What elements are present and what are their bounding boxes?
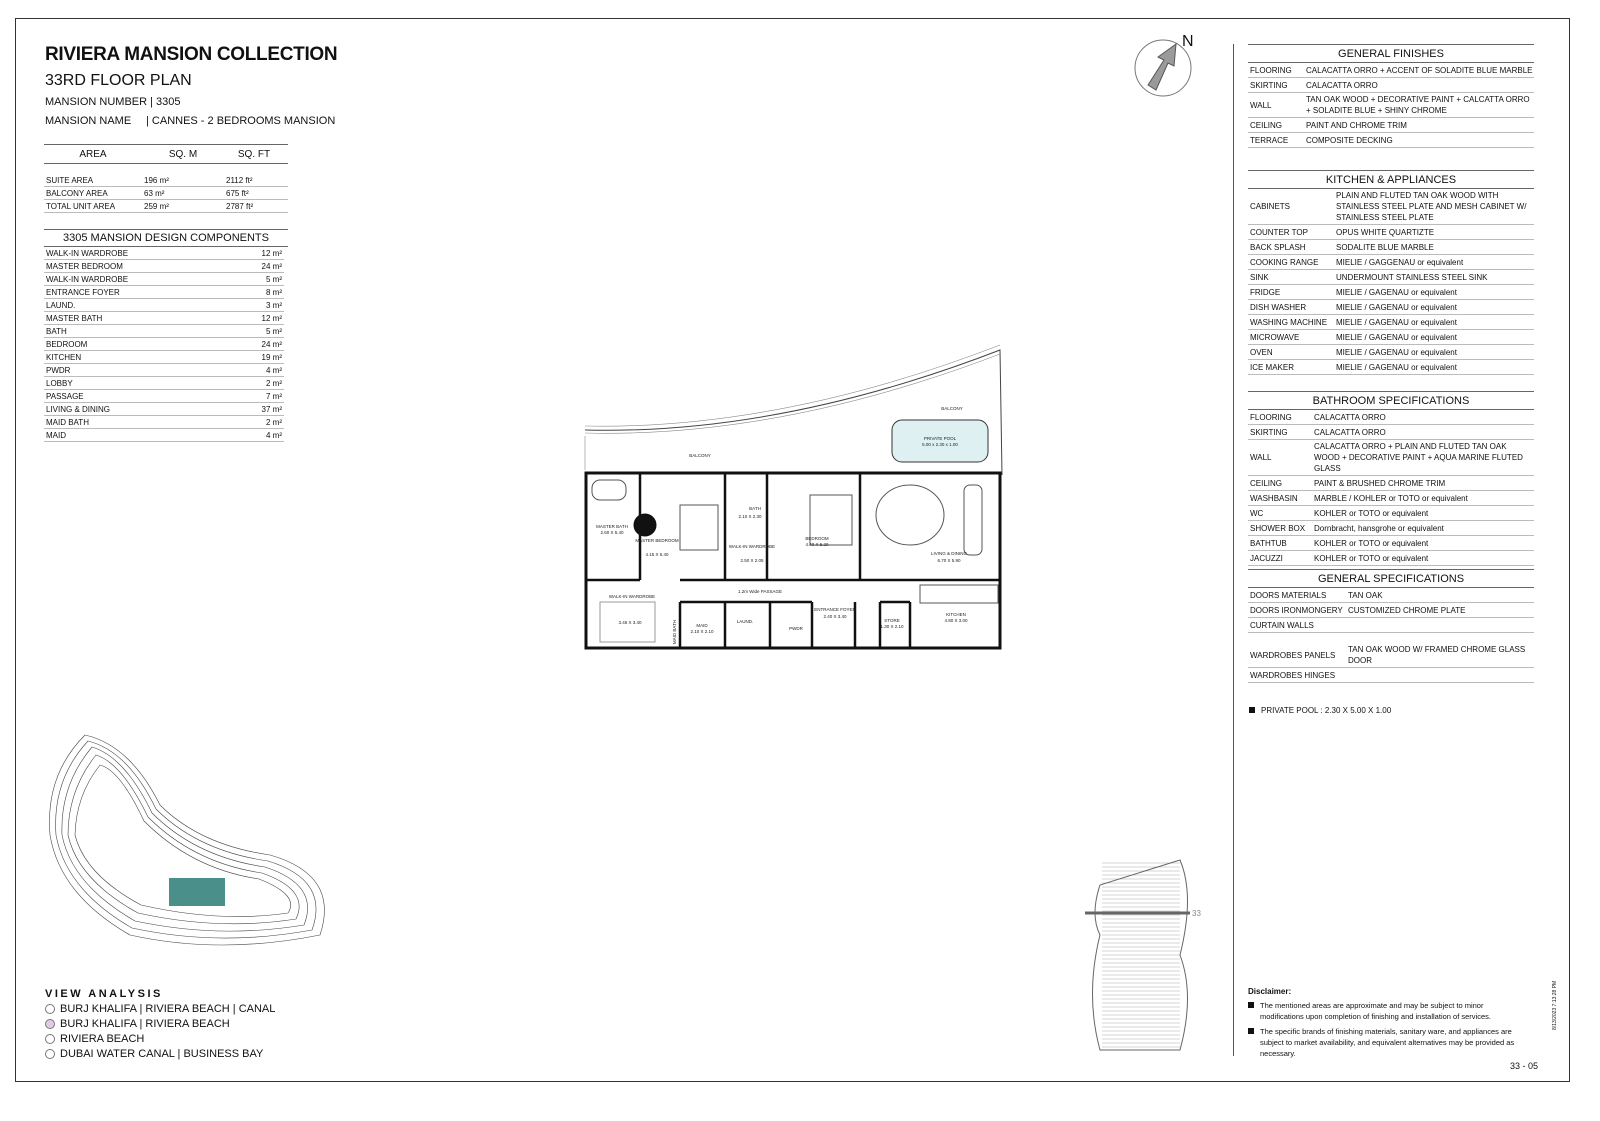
spec-key: COUNTER TOP <box>1250 227 1308 237</box>
component-area: 5 m² <box>266 274 282 284</box>
table-row <box>1248 330 1534 345</box>
spec-key: WASHING MACHINE <box>1250 317 1328 327</box>
spec-key: COOKING RANGE <box>1250 257 1319 267</box>
spec-value: UNDERMOUNT STAINLESS STEEL SINK <box>1336 272 1488 282</box>
component-name: LIVING & DINING <box>46 404 111 414</box>
component-area: 24 m² <box>261 339 282 349</box>
bullet-icon <box>1248 1002 1254 1008</box>
column <box>634 514 656 536</box>
spec-key: SKIRTING <box>1250 427 1288 437</box>
label-kitchen-dim: 4.80 X 3.00 <box>944 618 968 623</box>
spec-key: FRIDGE <box>1250 287 1281 297</box>
component-area: 19 m² <box>261 352 282 362</box>
label-master-bath-dim: 2.60 X 5.40 <box>600 530 624 535</box>
spec-key: SHOWER BOX <box>1250 523 1306 533</box>
spec-value: PAINT AND CHROME TRIM <box>1306 120 1407 130</box>
table-row <box>1248 643 1534 668</box>
component-area: 24 m² <box>261 261 282 271</box>
table-row <box>1248 536 1534 551</box>
spec-value: TAN OAK WOOD + DECORATIVE PAINT + CALCATTA ORRO + SOLADITE BLUE + SHINY CHROME <box>1306 95 1530 115</box>
view-option <box>45 1003 275 1015</box>
spec-value: KOHLER or TOTO or equivalent <box>1314 508 1429 518</box>
view-option-label: DUBAI WATER CANAL | BUSINESS BAY <box>60 1048 264 1060</box>
table-row <box>1248 425 1534 440</box>
label-bedroom-dim: 4.40 X 5.20 <box>805 542 829 547</box>
label-foyer: ENTRANCE FOYER <box>814 607 856 612</box>
spec-value: PLAIN AND FLUTED TAN OAK WOOD WITH STAINLESS STEEL PLATE AND MESH CABINET W/ STAINLESS STEEL PLATE <box>1336 191 1527 222</box>
component-name: MASTER BATH <box>46 313 103 323</box>
label-bath: BATH <box>749 506 761 511</box>
spec-value: SODALITE BLUE MARBLE <box>1336 242 1434 252</box>
spec-key: CURTAIN WALLS <box>1250 620 1314 630</box>
label-foyer-dim: 2.40 X 3.40 <box>823 614 847 619</box>
area-label: TOTAL UNIT AREA <box>46 201 116 211</box>
view-option <box>45 1033 144 1045</box>
spec-value: CALACATTA ORRO <box>1306 80 1378 90</box>
component-area: 7 m² <box>266 391 282 401</box>
table-row <box>1248 521 1534 536</box>
table-row <box>1248 285 1534 300</box>
spec-value: CALACATTA ORRO <box>1314 412 1386 422</box>
pool-note <box>1249 706 1391 715</box>
section-title: GENERAL FINISHES <box>1248 44 1534 63</box>
spec-value: MARBLE / KOHLER or TOTO or equivalent <box>1314 493 1468 503</box>
pool-note-text: PRIVATE POOL : 2.30 X 5.00 X 1.00 <box>1261 706 1392 715</box>
spec-value: CALACATTA ORRO <box>1314 427 1386 437</box>
table-row <box>1248 315 1534 330</box>
label-balcony-top: BALCONY <box>941 406 963 411</box>
area-sqft: 2112 ft² <box>226 175 253 185</box>
label-pwdr: PWDR <box>789 626 803 631</box>
component-name: MAID <box>46 430 66 440</box>
view-option <box>45 1048 263 1060</box>
table-row <box>1248 300 1534 315</box>
col-sqm: SQ. M <box>168 148 198 160</box>
label-living: LIVING & DINING <box>930 551 968 556</box>
table-row <box>44 390 284 403</box>
component-area: 4 m² <box>266 365 282 375</box>
component-area: 8 m² <box>266 287 282 297</box>
spec-value: MIELIE / GAGGENAU or equivalent <box>1336 257 1464 267</box>
view-option-selected <box>45 1018 230 1030</box>
table-row <box>44 273 284 286</box>
bullet-icon <box>1249 707 1255 713</box>
component-name: WALK-IN WARDROBE <box>46 274 129 284</box>
component-area: 12 m² <box>261 248 282 258</box>
component-area: 4 m² <box>266 430 282 440</box>
table-row <box>1248 133 1534 148</box>
label-living-dim: 6.70 X 5.90 <box>937 558 961 563</box>
spec-key: FLOORING <box>1250 412 1292 422</box>
component-name: WALK-IN WARDROBE <box>46 248 129 258</box>
label-store: STORE <box>884 618 900 623</box>
table-row <box>1248 360 1534 375</box>
label-pool-dim: 5.00 x 2.30 x 1.00 <box>922 442 958 447</box>
north-arrow-icon <box>1130 30 1200 102</box>
table-row <box>44 200 288 213</box>
spec-key: BATHTUB <box>1250 538 1287 548</box>
spec-value: MIELIE / GAGENAU or equivalent <box>1336 332 1457 342</box>
spec-key: DOORS MATERIALS <box>1250 590 1327 600</box>
spec-key: FLOORING <box>1250 65 1292 75</box>
area-sqft: 2787 ft² <box>226 201 254 211</box>
key-plan <box>40 725 335 950</box>
table-row <box>44 338 284 351</box>
table-row <box>1248 588 1534 603</box>
table-row <box>1248 225 1534 240</box>
label-maid: MAID <box>696 623 708 628</box>
section-title: KITCHEN & APPLIANCES <box>1248 170 1534 189</box>
spec-key: WASHBASIN <box>1250 493 1298 503</box>
disclaimer-text: The mentioned areas are approximate and may be subject to minor modifications upon completion of finishing and installation of services. <box>1260 1001 1491 1021</box>
component-area: 5 m² <box>266 326 282 336</box>
spec-key: DOORS IRONMONGERY <box>1250 605 1343 615</box>
column-divider <box>1233 44 1234 1056</box>
area-label: SUITE AREA <box>46 175 94 185</box>
label-master-bath: MASTER BATH <box>596 524 628 529</box>
spec-key: CEILING <box>1250 120 1283 130</box>
table-row <box>44 403 284 416</box>
table-row <box>44 187 288 200</box>
table-row <box>44 286 284 299</box>
spec-value: CALACATTA ORRO + PLAIN AND FLUTED TAN OAK WOOD + DECORATIVE PAINT + AQUA MARINE FLUTED GLASS <box>1314 442 1523 473</box>
label-balcony-left: BALCONY <box>689 453 711 458</box>
table-row <box>1248 618 1534 633</box>
spec-value: TAN OAK <box>1348 590 1383 600</box>
table-row <box>1248 78 1534 93</box>
label-master-bedroom-dim: 4.15 X 5.40 <box>645 552 669 557</box>
floor-title: 33RD FLOOR PLAN <box>45 72 192 89</box>
col-sqft: SQ. FT <box>237 148 271 160</box>
table-row <box>1248 410 1534 425</box>
list-item <box>1248 1000 1518 1022</box>
general-specs-table <box>1248 569 1534 683</box>
spec-key: SKIRTING <box>1250 80 1288 90</box>
disclaimer-text: The specific brands of finishing materials, sanitary ware, and appliances are subject to market availability, and equivalent alternatives may be provided as necessary. <box>1260 1027 1515 1058</box>
component-name: LOBBY <box>46 378 73 388</box>
component-area: 2 m² <box>266 378 282 388</box>
spec-value: OPUS WHITE QUARTIZTE <box>1336 227 1435 237</box>
table-row <box>1248 603 1534 618</box>
north-label: N <box>1182 33 1194 50</box>
table-row <box>44 429 284 442</box>
area-sqm: 196 m² <box>144 175 169 185</box>
table-row <box>1248 118 1534 133</box>
spec-key: WARDROBES HINGES <box>1250 670 1336 680</box>
table-row <box>1248 270 1534 285</box>
spec-value: CALACATTA ORRO + ACCENT OF SOLADITE BLUE MARBLE <box>1306 65 1533 75</box>
spec-key: ICE MAKER <box>1250 362 1295 372</box>
label-maid-bath: MAID BATH <box>672 619 677 645</box>
disclaimer-title: Disclaimer: <box>1248 987 1292 996</box>
label-bedroom: BEDROOM <box>805 536 829 541</box>
spec-value: COMPOSITE DECKING <box>1306 135 1393 145</box>
label-walkin2-dim: 2.50 X 2.05 <box>740 558 764 563</box>
label-bath-dim: 2.10 X 2.30 <box>738 514 762 519</box>
radio-circle-selected-icon <box>45 1019 55 1029</box>
table-row <box>1248 63 1534 78</box>
spec-key: OVEN <box>1250 347 1273 357</box>
table-row <box>1248 476 1534 491</box>
radio-circle-icon <box>45 1004 55 1014</box>
view-analysis-title: VIEW ANALYSIS <box>45 988 163 1000</box>
component-name: LAUND. <box>46 300 76 310</box>
building-elevation <box>1080 855 1205 1055</box>
table-row <box>44 247 284 260</box>
label-passage: 1.2m Wide PASSAGE <box>738 589 782 594</box>
spec-key: WALL <box>1250 100 1272 110</box>
table-row <box>44 351 284 364</box>
spec-value: KOHLER or TOTO or equivalent <box>1314 553 1429 563</box>
spec-value: KOHLER or TOTO or equivalent <box>1314 538 1429 548</box>
table-row <box>44 325 284 338</box>
list-item <box>1248 1026 1518 1059</box>
area-sqm: 63 m² <box>144 188 165 198</box>
label-kitchen: KITCHEN <box>946 612 966 617</box>
radio-circle-icon <box>45 1049 55 1059</box>
mansion-number: MANSION NUMBER | 3305 <box>45 96 181 108</box>
mansion-name-value: | CANNES - 2 BEDROOMS MANSION <box>146 115 336 127</box>
disclaimer <box>1248 987 1518 1059</box>
spec-value: TAN OAK WOOD W/ FRAMED CHROME GLASS DOOR <box>1348 645 1526 665</box>
private-pool <box>892 420 988 462</box>
component-area: 2 m² <box>266 417 282 427</box>
component-area: 3 m² <box>266 300 282 310</box>
spec-value: MIELIE / GAGENAU or equivalent <box>1336 347 1457 357</box>
area-table <box>44 144 288 213</box>
spec-key: DISH WASHER <box>1250 302 1307 312</box>
table-row <box>44 416 284 429</box>
kitchen-table <box>1248 170 1534 375</box>
table-row <box>1248 506 1534 521</box>
component-name: PASSAGE <box>46 391 84 401</box>
table-row <box>1248 668 1534 683</box>
spec-key: WARDROBES PANELS <box>1250 650 1336 660</box>
label-walkin2: WALK-IN WARDROBE <box>728 544 776 549</box>
spec-key: BACK SPLASH <box>1250 242 1306 252</box>
table-row <box>1248 345 1534 360</box>
table-row <box>44 174 288 187</box>
table-row <box>44 312 284 325</box>
table-row <box>1248 551 1534 566</box>
label-maid-dim: 2.10 X 2.10 <box>690 629 714 634</box>
spec-key: MICROWAVE <box>1250 332 1300 342</box>
spec-value: CUSTOMIZED CHROME PLATE <box>1348 605 1466 615</box>
components-title: 3305 MANSION DESIGN COMPONENTS <box>44 229 288 247</box>
component-area: 37 m² <box>261 404 282 414</box>
table-row <box>1248 189 1534 225</box>
unit-highlight <box>169 878 225 906</box>
area-table-header <box>44 144 288 164</box>
floor-plan <box>580 340 1010 660</box>
table-row <box>44 260 284 273</box>
spec-key: CEILING <box>1250 478 1283 488</box>
project-title: RIVIERA MANSION COLLECTION <box>45 44 338 65</box>
general-finishes-table <box>1248 44 1534 148</box>
label-master-bedroom: MASTER BEDROOM <box>635 538 679 543</box>
section-title: GENERAL SPECIFICATIONS <box>1248 569 1534 588</box>
table-row <box>1248 491 1534 506</box>
label-pool: PRIVATE POOL <box>923 436 957 441</box>
spec-key: WC <box>1250 508 1264 518</box>
component-name: BATH <box>46 326 67 336</box>
table-row <box>1248 93 1534 118</box>
col-area: AREA <box>79 148 107 160</box>
bullet-icon <box>1248 1028 1254 1034</box>
label-laund: LAUND. <box>736 619 754 624</box>
view-option-label: BURJ KHALIFA | RIVIERA BEACH | CANAL <box>60 1003 276 1015</box>
floor-marker: 33 <box>1192 909 1201 918</box>
components-list <box>44 247 284 442</box>
spec-value: MIELIE / GAGENAU or equivalent <box>1336 287 1457 297</box>
table-row <box>44 377 284 390</box>
component-name: MASTER BEDROOM <box>46 261 123 271</box>
component-area: 12 m² <box>261 313 282 323</box>
table-row <box>1248 240 1534 255</box>
component-name: MAID BATH <box>46 417 89 427</box>
area-label: BALCONY AREA <box>46 188 108 198</box>
table-row <box>44 364 284 377</box>
component-name: ENTRANCE FOYER <box>46 287 120 297</box>
view-option-label: BURJ KHALIFA | RIVIERA BEACH <box>60 1018 230 1030</box>
component-name: PWDR <box>46 365 71 375</box>
spec-value: MIELIE / GAGENAU or equivalent <box>1336 317 1457 327</box>
radio-circle-icon <box>45 1034 55 1044</box>
spec-value: Dornbracht, hansgrohe or equivalent <box>1314 523 1444 533</box>
spec-key: TERRACE <box>1250 135 1289 145</box>
spec-value: MIELIE / GAGENAU or equivalent <box>1336 362 1457 372</box>
table-row <box>1248 440 1534 476</box>
bathroom-table <box>1248 391 1534 566</box>
table-row <box>1248 255 1534 270</box>
table-row <box>44 299 284 312</box>
area-sqft: 675 ft² <box>226 188 249 198</box>
component-name: BEDROOM <box>46 339 88 349</box>
print-date: 8/13/2023 7:13:28 PM <box>1552 980 1558 1030</box>
section-title: BATHROOM SPECIFICATIONS <box>1248 391 1534 410</box>
spec-key: SINK <box>1250 272 1269 282</box>
spec-value: MIELIE / GAGENAU or equivalent <box>1336 302 1457 312</box>
view-option-label: RIVIERA BEACH <box>60 1033 145 1045</box>
label-walkin1-dim: 3.45 X 3.40 <box>618 620 642 625</box>
component-name: KITCHEN <box>46 352 82 362</box>
label-walkin1: WALK-IN WARDROBE <box>608 594 656 599</box>
area-sqm: 259 m² <box>144 201 169 211</box>
mansion-name-label: MANSION NAME <box>45 115 132 127</box>
spec-value: PAINT & BRUSHED CHROME TRIM <box>1314 478 1446 488</box>
spec-key: WALL <box>1250 453 1272 462</box>
spec-key: JACUZZI <box>1250 553 1283 563</box>
label-store-dim: 1.30 X 2.10 <box>880 624 904 629</box>
spec-key: CABINETS <box>1250 202 1291 211</box>
page-number: 33 - 05 <box>1510 1061 1539 1071</box>
